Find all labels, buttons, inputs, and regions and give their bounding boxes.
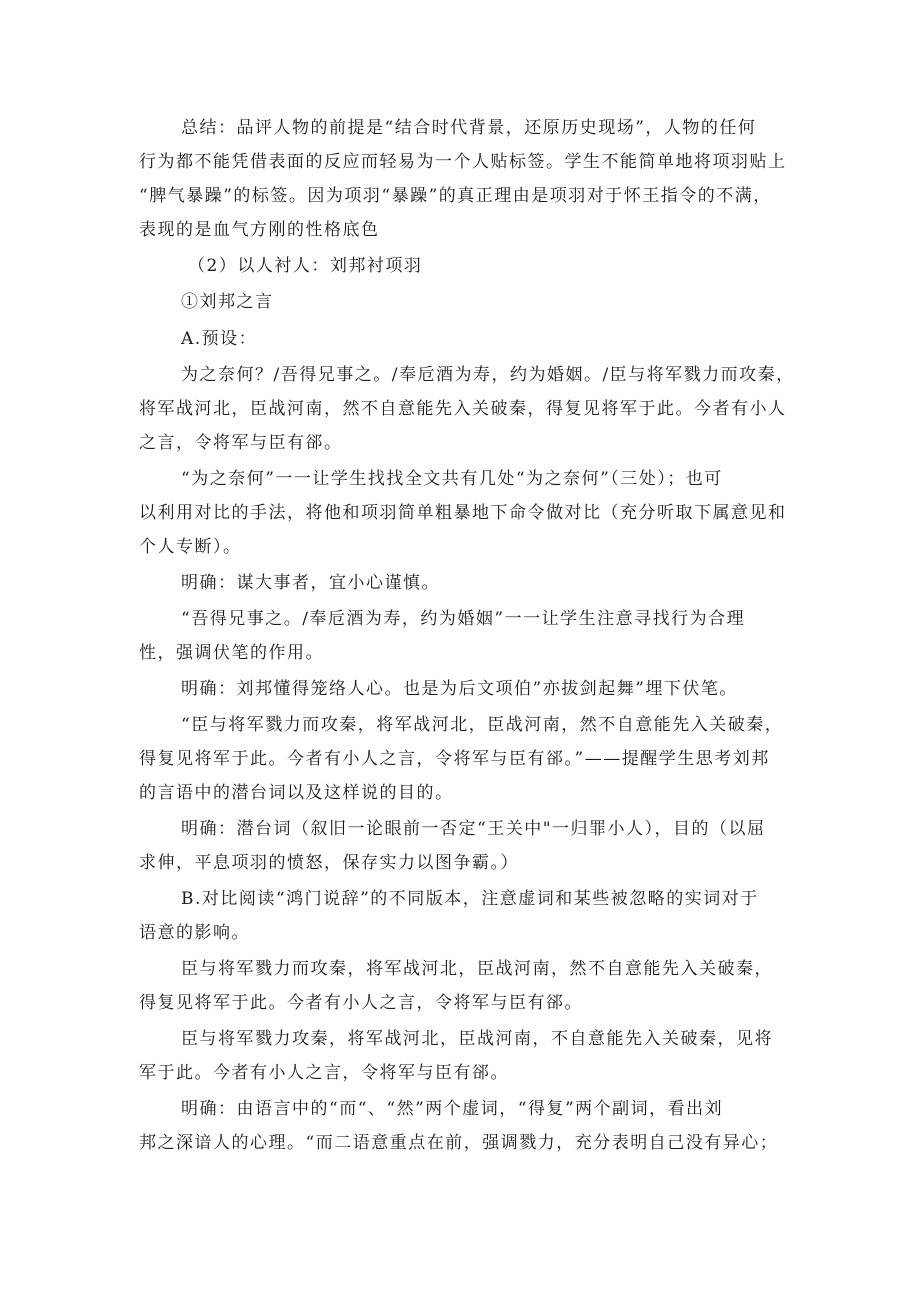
conclusion-line: 明确：由语言中的“而“、“然”两个虚词，“得复”两个副词，看出刘 — [181, 1099, 724, 1119]
text-line: 以利用对比的手法，将他和项羽简单粗暴地下命令做对比（充分听取下属意见和 — [139, 503, 787, 523]
text-line: 总结：品评人物的前提是“结合时代背景，还原历史现场”，人物的任何 — [181, 118, 757, 138]
subsection-label: A.预设： — [181, 329, 258, 349]
text-line: 的言语中的潜台词以及这样说的目的。 — [139, 783, 454, 803]
text-line: 将军战河北，臣战河南，然不自意能先入关破秦，得复见将军于此。今者有小人 — [139, 399, 787, 419]
section-heading: （2）以人衬人：刘邦衬项羽 — [188, 256, 423, 276]
text-line: 得复见将军于此。今者有小人之言，令将军与臣有郤。”——提醒学生思考刘邦 — [139, 749, 770, 769]
quote-line: 军于此。今者有小人之言，令将军与臣有郤。 — [139, 1063, 509, 1083]
text-line: “吾得兄事之。/奉卮酒为寿，约为婚姻”一一让学生注意寻找行为合理 — [181, 609, 746, 629]
text-line: “为之奈何”一一让学生找找全文共有几处“为之奈何”（三处）；也可 — [181, 469, 723, 489]
text-line: 求伸，平息项羽的愤怒，保存实力以图争霸。） — [139, 853, 519, 873]
text-line: “臣与将军戮力而攻秦，将军战河北，臣战河南，然不自意能先入关破秦， — [181, 715, 784, 735]
conclusion-line: 明确：潜台词（叙旧一论眼前一否定“王关中"一归罪小人），目的（以屈 — [181, 819, 766, 839]
text-line: “脾气暴躁”的标签。因为项羽“暴躁”的真正理由是项羽对于怀王指令的不满， — [139, 186, 772, 206]
text-line: 性，强调伏笔的作用。 — [139, 643, 324, 663]
text-line: 个人专断）。 — [139, 537, 242, 557]
text-line: 行为都不能凭借表面的反应而轻易为一个人贴标签。学生不能简单地将项羽贴上 — [139, 152, 787, 172]
conclusion-line: 明确：谋大事者，宜小心谨慎。 — [181, 573, 440, 593]
subsection-heading: ①刘邦之言 — [181, 292, 274, 312]
subsection-label: B.对比阅读“鸿门说辞”的不同版本，注意虚词和某些被忽略的实词对于 — [181, 889, 759, 909]
text-line: 邦之深谙人的心理。“而二语意重点在前，强调戮力，充分表明自己没有异心； — [139, 1133, 779, 1153]
conclusion-line: 明确：刘邦懂得笼络人心。也是为后文项伯”亦拔剑起舞”埋下伏笔。 — [181, 679, 738, 699]
quote-line: 得复见将军于此。今者有小人之言，令将军与臣有郤。 — [139, 993, 583, 1013]
text-line: 之言，令将军与臣有郤。 — [139, 433, 343, 453]
text-line: 为之奈何？/吾得兄事之。/奉卮酒为寿，约为婚姻。/臣与将军戮力而攻秦， — [181, 365, 795, 385]
text-line: 表现的是血气方刚的性格底色 — [139, 220, 380, 240]
text-line: 语意的影响。 — [139, 923, 250, 943]
quote-line: 臣与将军戮力而攻秦，将军战河北，臣战河南，然不自意能先入关破秦， — [181, 959, 773, 979]
quote-line: 臣与将军戮力攻秦，将军战河北，臣战河南，不自意能先入关破秦，见将 — [181, 1029, 773, 1049]
